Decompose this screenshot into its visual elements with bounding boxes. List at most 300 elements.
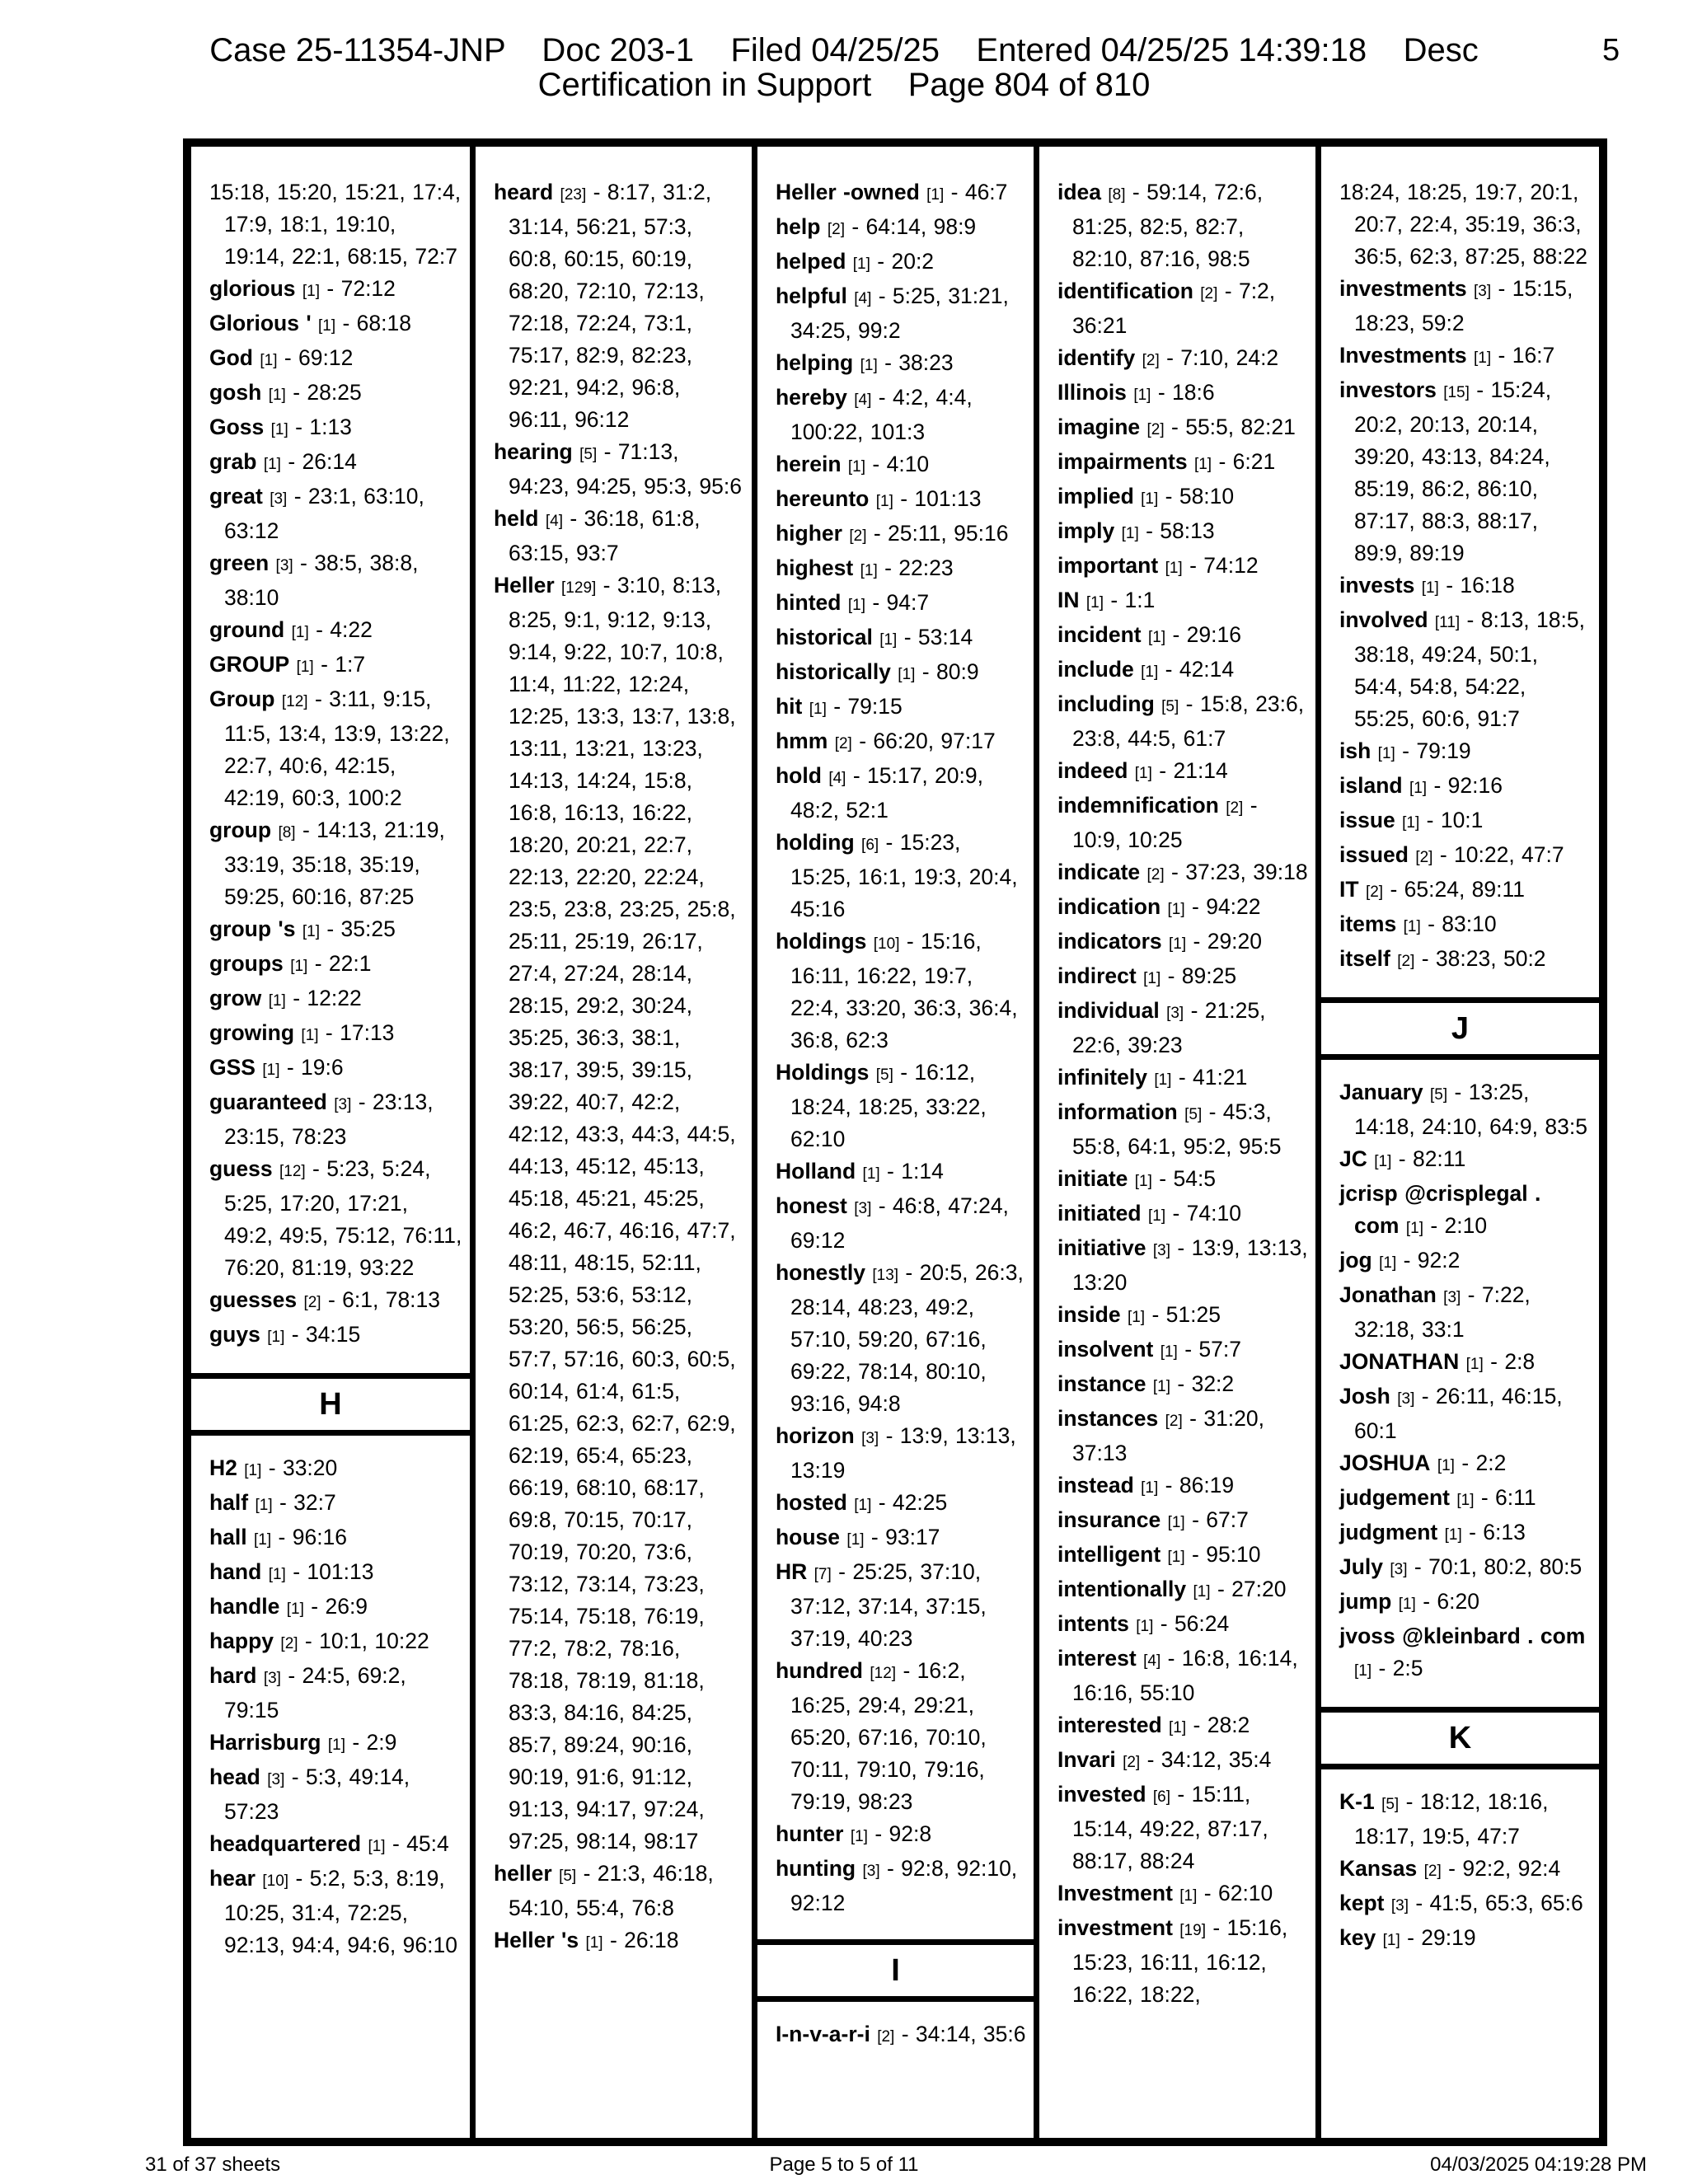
occurrence-count: [15] [1443,384,1470,401]
index-term: indicate [1057,860,1141,884]
index-term: group [209,818,272,842]
page-line-references: - 46:7 [950,180,1008,204]
occurrence-count: [3] [1397,1390,1415,1408]
occurrence-count: [1] [809,701,827,718]
page-line-references: - 3:10, 8:13, 8:25, 9:1, 9:12, 9:13, 9:14, 9:22, 10:7, 10:8, 11:4, 11:22, 12:24, 12:25, 13:3, 13:7, 13:8, 13:11, 13:21, 13:23, 14:13, 14:24, 15:8, 16:8, 16:13, 16:22, 18:20, 20:21, 22:7, 22:13, 22:20, 22:24, 23:5, 23:8, 23:25, 25:8, 25:11, 25:19, 26:17, 27:4, 27:24, 28:14, 28:15, 29:2, 30:24, 35:25, 36:3, 38:1, 38:17, 39:5, 39:15, 39:22, 40:7, 42:2, 42:12, 43:3, 44:3, 44:5, 44:13, 45:12, 45:13, 45:18, 45:21, 45:25, 46:2, 46:7, 46:16, 47:7, 48:11, 48:15, 52:11, 52:25, 53:6, 53:12, 53:20, 56:5, 56:25, 57:7, 57:16, 60:3, 60:5, 60:14, 61:4, 61:5, 61:25, 62:3, 62:7, 62:9, 62:19, 65:4, 65:23, 66:19, 68:10, 68:17, 69:8, 70:15, 70:17, 70:19, 70:20, 73:6, 73:12, 73:14, 73:23, 75:14, 75:18, 76:19, 77:2, 78:2, 78:16, 78:18, 78:19, 81:18, 83:3, 84:16, 84:25, 85:7, 89:24, 90:16, 90:19, 91:6, 91:12, 91:13, 94:17, 97:24, 97:25, 98:14, 98:17 [509,573,736,1854]
index-entry [1057,1912,1309,2011]
page-line-references: - 2:2 [1461,1451,1507,1475]
page-line-references: - 26:11, 46:15, 60:1 [1354,1384,1563,1443]
occurrence-count: [3] [1152,1242,1171,1259]
occurrence-count: [1] [1167,1549,1185,1566]
occurrence-count: [1] [263,456,281,473]
page-line-references: - 12:22 [293,986,362,1010]
index-entry [1057,1608,1309,1643]
index-term: Goss [209,415,265,439]
index-entry [209,1284,463,1319]
page-line-references: - 71:13, 94:23, 94:25, 95:3, 95:6 [509,439,742,499]
occurrence-count: [1] [327,1736,345,1754]
page-line-references: - 5:2, 5:3, 8:19, 10:25, 31:4, 72:25, 92:13, 94:4, 94:6, 96:10 [224,1866,457,1957]
index-column-3 [757,147,1039,2138]
index-term: guys [209,1322,260,1347]
occurrence-count: [1] [1141,1479,1159,1497]
index-entry [776,211,1027,246]
index-term: historically [776,659,891,684]
page-line-references: - 16:18 [1446,573,1515,598]
page-line-references: - 20:2 [877,249,935,274]
page-line-references: - 57:7 [1184,1337,1241,1361]
index-term: JOSHUA [1339,1451,1431,1475]
index-term: ish [1339,738,1372,763]
index-entry [776,347,1027,382]
index-term: Investments [1339,343,1467,368]
page-line-references: - 34:14, 35:6 [901,2022,1026,2046]
index-term: head [209,1765,260,1789]
index-entry [776,1257,1027,1420]
index-term: GROUP [209,652,290,677]
index-term: judgement [1339,1485,1450,1510]
index-term: hunter [776,1821,844,1846]
page-line-references: - 26:9 [311,1594,368,1619]
page-line-references: - 15:23, 15:25, 16:1, 19:3, 20:4, 45:16 [790,830,1018,921]
index-column-5 [1321,147,1599,2138]
page-line-references: - 7:22, 32:18, 33:1 [1354,1282,1531,1342]
index-entry [776,2018,1027,2053]
index-entry [1057,891,1309,926]
occurrence-count: [2] [1200,285,1218,302]
index-entry [209,1556,463,1591]
page-line-references: - 25:25, 37:10, 37:12, 37:14, 37:15, 37:19, 40:23 [790,1559,987,1651]
index-term: indemnification [1057,793,1219,818]
index-entry [776,1487,1027,1521]
index-entry [1057,1504,1309,1539]
page-line-references: - 6:20 [1423,1589,1479,1614]
index-entry [1057,550,1309,584]
page-line-references: - 82:11 [1398,1146,1466,1171]
page-line-references: - 79:15 [833,694,903,719]
index-entry [776,656,1027,691]
index-entry [209,913,463,948]
index-term: K-1 [1339,1789,1375,1814]
occurrence-count: [2] [1226,799,1244,817]
page-line-references: - 18:12, 18:16, 18:17, 19:5, 47:7 [1354,1789,1549,1849]
occurrence-count: [3] [1390,1897,1409,1915]
index-term: hunting [776,1856,856,1881]
index-term: initiated [1057,1201,1142,1226]
index-term: island [1339,773,1403,798]
page-line-references: - 1:14 [887,1159,944,1183]
index-term: itself [1339,946,1390,971]
index-term: held [494,506,539,531]
index-term: January [1339,1080,1423,1104]
page-line-references: - 46:8, 47:24, 69:12 [790,1193,1009,1253]
occurrence-count: [1] [1398,1596,1416,1613]
occurrence-count: [1] [846,1531,865,1549]
occurrence-count: [1] [1405,1220,1423,1237]
index-term: key [1339,1925,1376,1950]
index-term: hmm [776,729,828,753]
index-entry [209,683,463,814]
occurrence-count: [2] [1415,849,1433,866]
occurrence-count: [1] [1169,1719,1187,1736]
occurrence-count: [3] [1474,283,1492,300]
index-term: Group [209,687,275,711]
page-line-references: - 42:25 [878,1490,948,1515]
page-line-references: - 6:11 [1480,1485,1536,1510]
index-term: Heller [494,573,555,598]
index-entry [1057,995,1309,1062]
occurrence-count: [19] [1179,1922,1206,1939]
occurrence-count: [1] [1141,490,1159,508]
occurrence-count: [8] [1108,186,1126,204]
index-term: individual [1057,998,1160,1023]
occurrence-count: [1] [847,597,865,614]
occurrence-count: [2] [1365,883,1384,901]
index-term: infinitely [1057,1065,1147,1090]
index-term: hand [209,1559,262,1584]
index-term: jvoss @kleinbard . com [1339,1624,1586,1648]
section-letter-heading: H [191,1373,470,1436]
occurrence-count: [1] [1374,1153,1392,1170]
page-line-references: - 25:11, 95:16 [873,521,1009,546]
index-entry [209,1660,463,1727]
index-entry [1057,1539,1309,1573]
occurrence-count: [11] [1434,614,1461,631]
index-term: hundred [776,1658,863,1683]
index-entry [209,342,463,377]
index-term: green [209,551,270,575]
occurrence-count: [1] [1147,1207,1166,1225]
index-entry [1339,1244,1592,1279]
filing-header-line2: Certification in Support Page 804 of 810 [537,67,1151,103]
page-line-references: - 95:10 [1192,1542,1261,1567]
index-term: horizon [776,1423,855,1448]
footer-sheets: 31 of 37 sheets [145,2154,281,2176]
index-term: including [1057,691,1155,716]
index-entry [1339,1586,1592,1620]
index-entry [776,518,1027,552]
occurrence-count: [1] [1167,901,1185,918]
index-entry [776,621,1027,656]
occurrence-count: [1] [847,458,866,476]
page-line-references: - 79:19 [1402,738,1471,763]
occurrence-count: [12] [279,1163,306,1180]
index-entry [494,176,745,436]
index-entry [776,1655,1027,1818]
page-line-references: - 41:5, 65:3, 65:6 [1415,1891,1583,1915]
index-entry-list [1321,1060,1599,1687]
word-index-table [183,138,1607,2146]
occurrence-count: [1] [1465,1356,1484,1373]
occurrence-count: [2] [1123,1754,1141,1771]
occurrence-count: [4] [828,770,846,787]
page-line-references: - 18:6 [1157,380,1215,405]
index-term: Glorious ' [209,311,312,335]
occurrence-count: [2] [1423,1863,1442,1880]
index-term: information [1057,1099,1178,1124]
page-line-references: - 80:9 [921,659,979,684]
index-entry [1057,790,1309,856]
index-term: herein [776,452,842,476]
occurrence-count: [10] [262,1872,289,1890]
occurrence-count: [1] [854,1497,872,1514]
index-term: half [209,1490,249,1515]
occurrence-count: [5] [1430,1086,1448,1104]
index-term: insurance [1057,1507,1161,1532]
page-line-references: - 2:10 [1430,1213,1488,1238]
page-line-references: - 15:16, 16:11, 16:22, 19:7, 22:4, 33:20, 36:3, 36:4, 36:8, 62:3 [790,929,1018,1052]
page-line-references: - 72:12 [326,276,396,301]
occurrence-count: [2] [849,527,867,545]
index-term: great [209,484,263,509]
index-entry [776,1057,1027,1155]
index-entry [1339,1887,1592,1922]
page-line-references: - 5:25, 31:21, 34:25, 99:2 [790,284,1009,343]
index-term: H2 [209,1455,237,1480]
index-term: helping [776,350,854,375]
index-entry [1057,856,1309,891]
occurrence-count: [1] [1136,1618,1154,1635]
index-entry [1339,1346,1592,1380]
page-line-references: - 4:10 [872,452,930,476]
occurrence-count: [4] [854,391,872,409]
index-entry-list [1321,1769,1599,1957]
index-term: highest [776,555,854,580]
index-entry [494,503,745,569]
index-term: hereunto [776,486,870,511]
index-entry [1057,176,1309,275]
page-line-references: - 36:18, 61:8, 63:15, 93:7 [509,506,701,565]
page-line-references: - 28:25 [293,380,362,405]
index-entry-list [191,147,470,1353]
page-line-references: - 16:12, 18:24, 18:25, 33:22, 62:10 [790,1060,987,1151]
page-line-references: - 20:5, 26:3, 28:14, 48:23, 49:2, 57:10, 59:20, 67:16, 69:22, 78:14, 80:10, 93:16, 94:8 [790,1260,1024,1416]
index-term: implied [1057,484,1134,509]
index-entry [1057,1744,1309,1779]
page-line-references: - 93:17 [870,1525,940,1549]
page-line-references: - 64:14, 98:9 [851,214,977,239]
index-term: Investment [1057,1881,1173,1905]
index-term: invested [1057,1782,1146,1807]
index-term: IN [1057,588,1080,612]
index-entry [1057,755,1309,790]
index-entry [776,1853,1027,1919]
index-entry [776,760,1027,827]
occurrence-count: [1] [286,1601,304,1618]
index-entry [1057,1709,1309,1744]
index-entry-list [1039,147,1315,2011]
page-line-references: - 28:2 [1193,1713,1250,1737]
page-line-references: - 83:10 [1428,912,1497,936]
page-line-references: 18:24, 18:25, 19:7, 20:1, 20:7, 22:4, 35:19, 36:3, 36:5, 62:3, 87:25, 88:22 [1339,180,1587,269]
index-term: identify [1057,345,1136,370]
index-entry [776,1155,1027,1190]
index-entry [209,1017,463,1052]
page-line-references: - 51:25 [1151,1302,1221,1327]
index-term: holdings [776,929,867,954]
index-entry [776,725,1027,760]
index-term: Heller -owned [776,180,920,204]
index-term: higher [776,521,842,546]
occurrence-count: [5] [1184,1106,1203,1123]
page-line-references: - 21:14 [1159,758,1228,783]
occurrence-count: [1] [1382,1932,1400,1949]
index-term: investors [1339,377,1437,402]
page-line-references: - 29:19 [1407,1925,1476,1950]
occurrence-count: [1] [860,357,878,374]
index-term: invests [1339,573,1415,598]
occurrence-count: [1] [852,255,870,273]
index-term: involved [1339,607,1428,632]
page-line-references: - 38:23 [884,350,954,375]
index-entry [1339,1853,1592,1887]
page-line-references: - 10:22, 47:7 [1439,842,1564,867]
occurrence-count: [2] [1165,1413,1183,1430]
index-entry [1339,569,1592,604]
index-entry [209,307,463,342]
occurrence-count: [1] [850,1828,868,1845]
page-line-references: - 15:16, 15:23, 16:11, 16:12, 16:22, 18:22, [1072,1915,1288,2007]
index-term: hinted [776,590,842,615]
page-line-references: - 2:5 [1378,1656,1423,1680]
page-line-references: - 92:2, 92:4 [1448,1856,1561,1881]
index-term: jcrisp @crisplegal . com [1339,1181,1541,1238]
occurrence-count: [1] [1409,780,1428,797]
page-line-references: - 32:2 [1177,1371,1235,1396]
page-line-references: - 5:23, 5:24, 5:25, 17:20, 17:21, 49:2, 49:5, 75:12, 76:11, 76:20, 81:19, 93:22 [224,1156,462,1280]
occurrence-count: [1] [260,352,278,369]
index-term: important [1057,553,1159,578]
index-term: insolvent [1057,1337,1154,1361]
occurrence-count: [2] [1146,866,1165,883]
index-term: heard [494,180,554,204]
index-entry [776,691,1027,725]
index-entry [776,176,1027,211]
occurrence-count: [3] [275,557,293,574]
occurrence-count: [12] [281,693,308,710]
index-entry [1057,480,1309,515]
page-line-references: - 92:8, 92:10, 92:12 [790,1856,1018,1915]
page-line-references: - 33:20 [268,1455,338,1480]
index-entry [209,411,463,446]
index-entry [209,1727,463,1761]
index-term: items [1339,912,1397,936]
occurrence-count: [1] [262,1062,280,1079]
index-term: grab [209,449,257,474]
occurrence-count: [1] [1133,387,1151,404]
index-entry [1339,1279,1592,1346]
index-term: hit [776,694,803,719]
page-line-references: - 58:13 [1146,518,1215,543]
page-line-references: - 101:13 [900,486,982,511]
index-entry [209,1625,463,1660]
index-entry [1057,960,1309,995]
index-term: imply [1057,518,1115,543]
index-entry [1339,1178,1592,1244]
index-entry [1339,943,1592,977]
occurrence-count: [2] [1397,953,1415,970]
page-line-references: - 92:2 [1403,1248,1461,1272]
occurrence-count: [5] [875,1066,893,1084]
index-entry [209,1052,463,1086]
page-line-references: - 23:1, 63:10, 63:12 [224,484,424,543]
index-entry [1339,874,1592,908]
index-entry [1339,839,1592,874]
page-line-references: - 10:1 [1426,808,1484,832]
index-term: God [209,345,253,370]
page-line-references: - 65:24, 89:11 [1390,877,1526,902]
index-entry [209,1761,463,1828]
index-entry [1339,1551,1592,1586]
index-entry [494,569,745,1858]
page-line-references: - 53:14 [903,625,973,649]
index-entry [1339,1380,1592,1447]
index-term: hereby [776,385,847,410]
index-entry [209,273,463,307]
index-term: identification [1057,279,1193,303]
index-entry [1339,1786,1592,1853]
section-letter-heading: I [757,1939,1034,2002]
index-term: group 's [209,916,296,941]
index-term: hear [209,1866,256,1891]
index-term: instance [1057,1371,1146,1396]
index-entry [1057,1096,1309,1163]
index-entry [1057,1469,1309,1504]
page-line-references: - 10:1, 10:22 [304,1629,429,1653]
page-line-references: - 56:24 [1160,1611,1230,1636]
page-line-references: - 16:7 [1498,343,1555,368]
index-entry [1057,688,1309,755]
index-term: incident [1057,622,1142,647]
index-term: Illinois [1057,380,1127,405]
index-entry [776,382,1027,448]
index-column-4 [1039,147,1321,2138]
page-line-references: - 92:16 [1433,773,1503,798]
occurrence-count: [2] [303,1294,321,1311]
page-line-references: - 26:14 [288,449,357,474]
index-term: kept [1339,1891,1385,1915]
index-entry [1057,1197,1309,1232]
index-entry-list [757,147,1034,1919]
page-line-references: - 4:2, 4:4, 100:22, 101:3 [790,385,973,444]
page-line-references: - 94:22 [1192,894,1261,919]
index-entry [1339,273,1592,340]
page-line-references: - 34:15 [291,1322,361,1347]
page-line-references: - 24:5, 69:2, 79:15 [224,1663,406,1722]
page-line-references: - 29:20 [1193,929,1263,954]
index-term: I-n-v-a-r-i [776,2022,870,2046]
index-term: intentionally [1057,1577,1187,1601]
index-term: Harrisburg [209,1730,321,1755]
index-term: jog [1339,1248,1372,1272]
index-entry [209,814,463,913]
index-term: include [1057,657,1134,682]
index-entry [1057,275,1309,342]
index-entry [1339,1482,1592,1516]
index-term: historical [776,625,873,649]
occurrence-count: [2] [827,221,845,238]
page-line-references: - 4:22 [316,617,373,642]
index-entry [1057,1163,1309,1197]
occurrence-count: [13] [872,1267,899,1284]
index-entry [209,614,463,649]
index-term: issued [1339,842,1409,867]
index-term: grow [209,986,262,1010]
page-line-references: - 13:25, 14:18, 24:10, 64:9, 83:5 [1354,1080,1587,1139]
index-term: Invari [1057,1747,1116,1772]
occurrence-count: [23] [560,186,587,204]
occurrence-count: [3] [334,1096,352,1113]
occurrence-count: [1] [368,1838,386,1855]
